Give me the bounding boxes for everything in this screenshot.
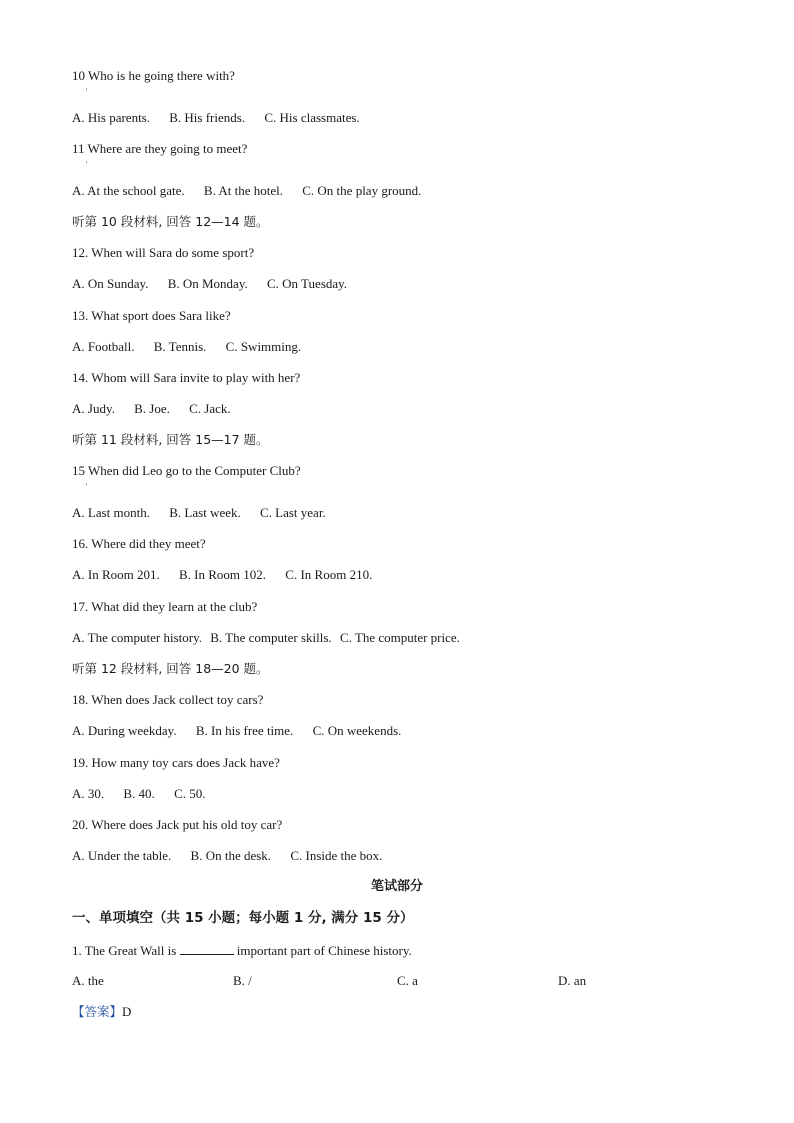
- question-12: 12. When will Sara do some sport?: [72, 245, 255, 260]
- option-c: C. On Tuesday.: [266, 276, 348, 291]
- option-a: A. Last month.: [72, 505, 150, 520]
- option-b: B. The computer skills.: [210, 630, 332, 645]
- option-b: B. Last week.: [169, 505, 241, 520]
- option-b: B. Tennis.: [153, 339, 207, 354]
- question-14-options: [72, 401, 231, 417]
- option-b: B. 40.: [123, 786, 155, 801]
- option-b: B. /: [233, 973, 252, 988]
- option-c: C. 50.: [174, 786, 206, 801]
- answer-tag: 【答案】: [72, 1004, 123, 1019]
- answer-line: [72, 1004, 131, 1020]
- question-10-options: [72, 110, 360, 126]
- option-a: A. Football.: [72, 339, 135, 354]
- option-c: C. The computer price.: [339, 630, 460, 645]
- option-c: C. a: [397, 973, 418, 988]
- option-c: C. Swimming.: [225, 339, 302, 354]
- answer-value: D: [122, 1004, 132, 1019]
- written-question-1: [72, 942, 412, 959]
- option-c: C. On the play ground.: [302, 183, 422, 198]
- section-11-instruction: 听第 11 段材料, 回答 15—17 题。: [72, 432, 269, 447]
- question-18: 18. When does Jack collect toy cars?: [72, 692, 264, 707]
- option-b: B. In Room 102.: [179, 567, 267, 582]
- section-10-instruction: 听第 10 段材料, 回答 12—14 题。: [72, 214, 269, 229]
- question-10: 10 Who is he going there with?: [72, 68, 235, 83]
- line-mark: ': [86, 160, 88, 169]
- option-b: B. His friends.: [169, 110, 246, 125]
- option-a: A. 30.: [72, 786, 105, 801]
- question-19: 19. How many toy cars does Jack have?: [72, 755, 280, 770]
- question-14: 14. Whom will Sara invite to play with her?: [72, 370, 301, 385]
- question-17: 17. What did they learn at the club?: [72, 599, 258, 614]
- question-13-options: [72, 339, 301, 355]
- question-20-options: [72, 848, 382, 864]
- option-a: A. During weekday.: [72, 723, 177, 738]
- question-text-after: important part of Chinese history.: [236, 943, 412, 958]
- part-1-title: 一、单项填空（共 15 小题；每小题 1 分, 满分 15 分）: [72, 910, 414, 926]
- option-a: A. In Room 201.: [72, 567, 160, 582]
- answer-blank: [180, 942, 234, 955]
- question-text-before: 1. The Great Wall is: [72, 943, 177, 958]
- question-20: 20. Where does Jack put his old toy car?: [72, 817, 283, 832]
- written-part-title: 笔试部分: [370, 879, 423, 894]
- question-11: 11 Where are they going to meet?: [72, 141, 248, 156]
- option-d: D. an: [558, 973, 587, 988]
- question-17-options: [72, 630, 460, 646]
- option-a: A. the: [72, 973, 104, 988]
- option-b: B. Joe.: [134, 401, 170, 416]
- option-a: A. At the school gate.: [72, 183, 185, 198]
- option-c: C. His classmates.: [264, 110, 360, 125]
- option-b: B. On Monday.: [167, 276, 248, 291]
- question-16: 16. Where did they meet?: [72, 536, 206, 551]
- option-a: A. The computer history.: [72, 630, 202, 645]
- option-c: C. Last year.: [259, 505, 326, 520]
- question-19-options: [72, 786, 205, 802]
- option-b: B. On the desk.: [190, 848, 272, 863]
- question-13: 13. What sport does Sara like?: [72, 308, 231, 323]
- question-12-options: [72, 276, 347, 292]
- option-a: A. His parents.: [72, 110, 150, 125]
- option-c: C. In Room 210.: [285, 567, 373, 582]
- option-a: A. Judy.: [72, 401, 115, 416]
- question-15-options: [72, 505, 326, 521]
- option-c: C. Jack.: [189, 401, 231, 416]
- question-15: 15 When did Leo go to the Computer Club?: [72, 463, 301, 478]
- line-mark: ': [86, 87, 88, 96]
- question-18-options: [72, 723, 401, 739]
- option-a: A. On Sunday.: [72, 276, 149, 291]
- option-c: C. On weekends.: [312, 723, 402, 738]
- question-16-options: [72, 567, 372, 583]
- section-12-instruction: 听第 12 段材料, 回答 18—20 题。: [72, 661, 269, 676]
- line-mark: ': [86, 482, 88, 491]
- question-11-options: [72, 183, 421, 199]
- option-b: B. In his free time.: [195, 723, 294, 738]
- option-b: B. At the hotel.: [203, 183, 283, 198]
- option-a: A. Under the table.: [72, 848, 172, 863]
- option-c: C. Inside the box.: [290, 848, 383, 863]
